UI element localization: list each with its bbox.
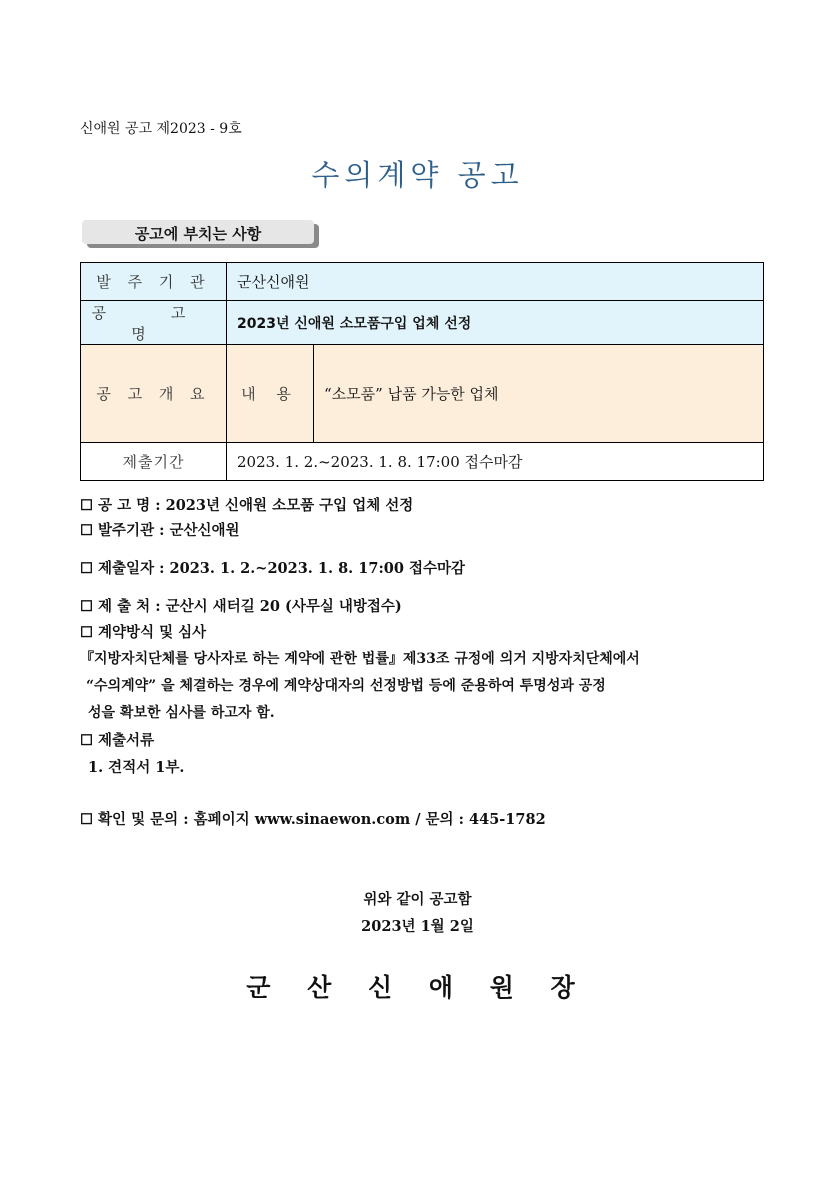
item-submit-place: ☐ 제 출 처 : 군산시 새터길 20 (사무실 내방접수) — [80, 598, 402, 615]
content-value: “소모품” 납품 가능한 업체 — [314, 345, 764, 443]
summary-table — [80, 262, 764, 481]
item-contact: ☐ 확인 및 문의 : 홈페이지 www.sinaewon.com / 문의 : 445-1782 — [80, 811, 546, 828]
item-submit-date: ☐ 제출일자 : 2023. 1. 2.~2023. 1. 8. 17:00 접수마감 — [80, 560, 466, 577]
section-label: 공고에 부치는 사항 — [134, 225, 262, 243]
method-text-line-1: 『지방자치단체를 당사자로 하는 계약에 관한 법률』제33조 규정에 의거 지방자치단체에서 — [80, 651, 640, 667]
content-label: 내 용 — [227, 345, 314, 443]
notice-name-label: 공 고 명 — [81, 301, 227, 345]
closing-statement: 위와 같이 공고함 — [363, 891, 472, 908]
table-row — [81, 301, 764, 345]
item-notice-name: ☐ 공 고 명 : 2023년 신애원 소모품 구입 업체 선정 — [80, 497, 414, 514]
notice-name-value: 2023년 신애원 소모품구입 업체 선정 — [227, 301, 764, 345]
overview-label: 공 고 개 요 — [81, 345, 227, 443]
page-title: 수의계약 공고 — [311, 158, 524, 192]
method-text-line-3: 성을 확보한 심사를 하고자 함. — [88, 705, 275, 721]
table-row — [81, 443, 764, 481]
method-text-line-2: “수의계약” 을 체결하는 경우에 계약상대자의 선정방법 등에 준용하여 투명성과 공정 — [86, 678, 606, 694]
table-row — [81, 345, 764, 443]
table-row — [81, 263, 764, 301]
item-method-heading: ☐ 계약방식 및 심사 — [80, 624, 207, 641]
section-label-box — [82, 220, 314, 244]
item-docs-heading: ☐ 제출서류 — [80, 732, 155, 749]
document-number: 신애원 공고 제2023 - 9호 — [80, 121, 242, 137]
period-value: 2023. 1. 2.~2023. 1. 8. 17:00 접수마감 — [227, 443, 764, 481]
item-agency: ☐ 발주기관 : 군산신애원 — [80, 522, 240, 539]
period-label: 제출기간 — [81, 443, 227, 481]
agency-value: 군산신애원 — [227, 263, 764, 301]
agency-label: 발 주 기 관 — [81, 263, 227, 301]
signature: 군 산 신 애 원 장 — [246, 973, 589, 1002]
closing-date: 2023년 1월 2일 — [361, 918, 474, 935]
docs-item-1: 1. 견적서 1부. — [88, 759, 185, 776]
